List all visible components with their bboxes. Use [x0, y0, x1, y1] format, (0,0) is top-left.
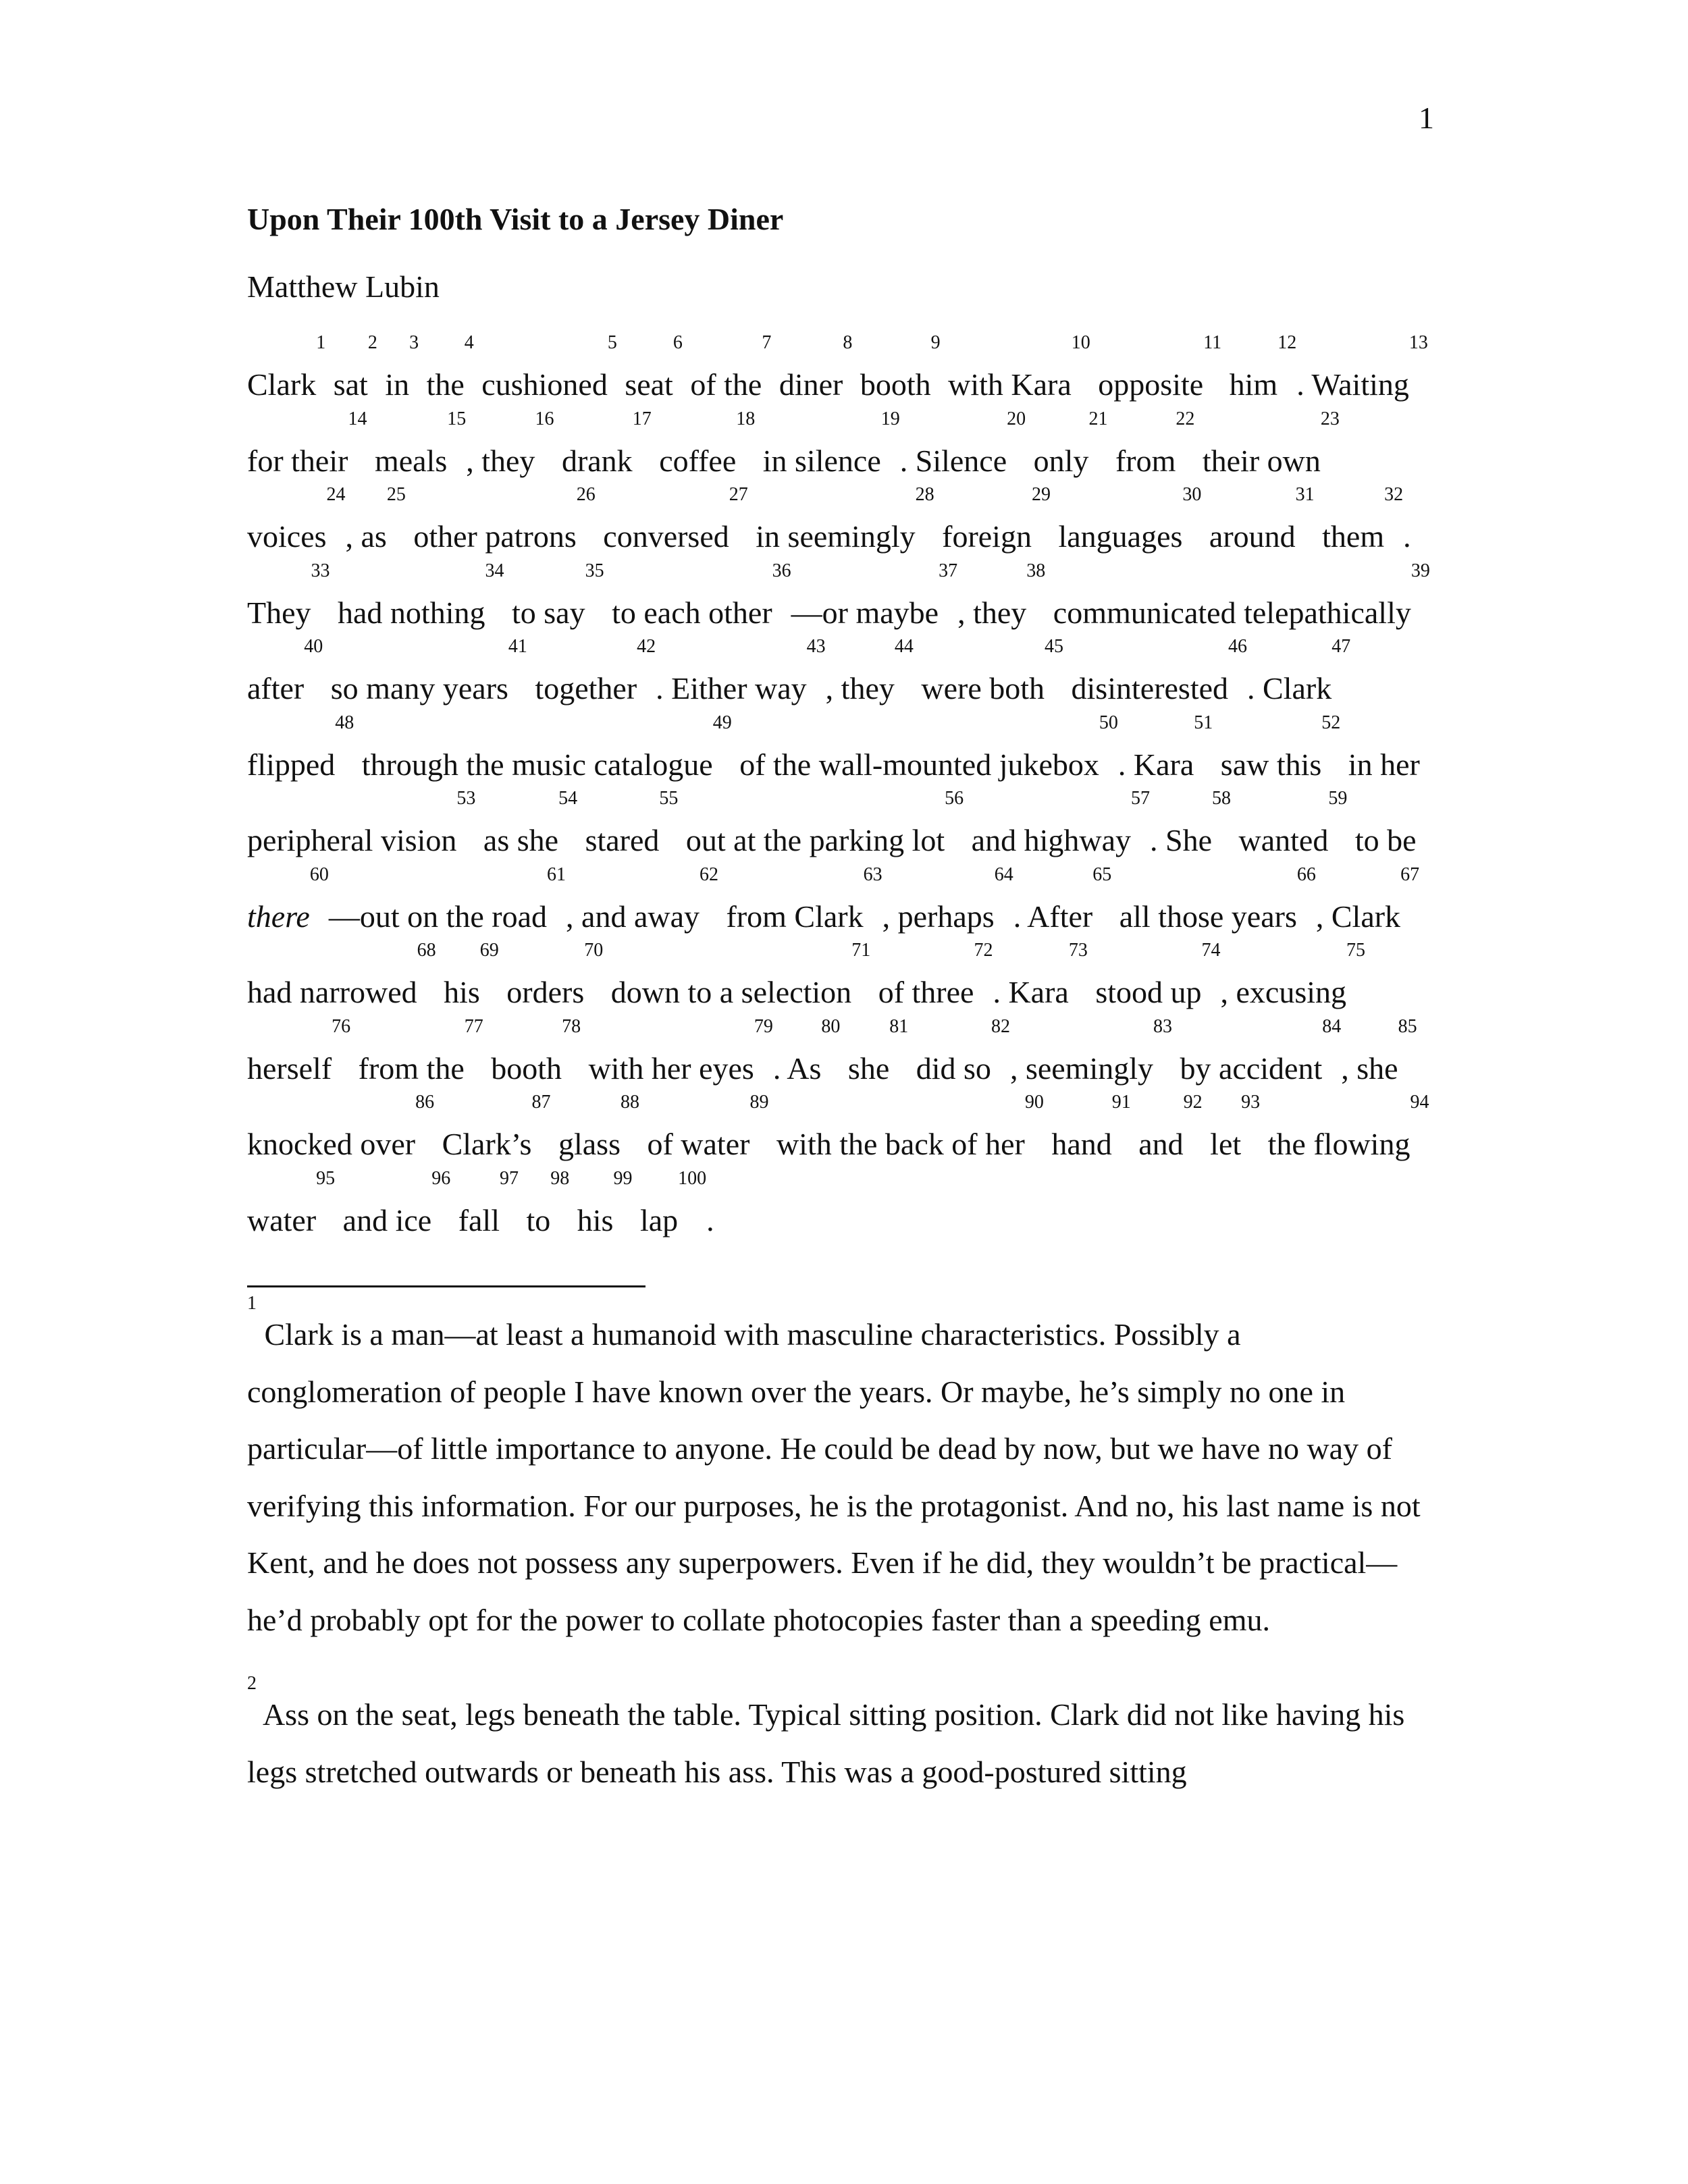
story-text-segment: opposite — [1090, 367, 1204, 402]
footnote-ref: 40 — [304, 636, 323, 657]
footnote-ref: 79 — [754, 1015, 773, 1037]
footnote-ref: 20 — [1007, 408, 1026, 429]
footnote-ref: 16 — [535, 408, 554, 429]
story-text-segment: herself — [247, 1050, 332, 1086]
story-text-segment: to say — [504, 595, 585, 630]
story-text-segment: from the — [350, 1050, 465, 1086]
story-text-segment: , as — [345, 519, 387, 554]
footnote-ref: 87 — [531, 1092, 551, 1113]
footnote — [247, 1673, 1441, 1801]
footnote-ref: 4 — [464, 332, 474, 353]
story-text-segment: knocked over — [247, 1127, 416, 1161]
story-text-segment: with her eyes — [581, 1050, 754, 1086]
footnote-ref: 26 — [576, 484, 596, 505]
footnote-ref: 75 — [1346, 940, 1366, 961]
footnote-ref: 92 — [1183, 1092, 1203, 1113]
footnote-ref: 94 — [1410, 1092, 1429, 1113]
story-text-segment: did so — [908, 1050, 991, 1086]
story-text-segment: to each other — [604, 595, 772, 630]
story-text-segment: . They — [247, 519, 1411, 630]
footnote-ref: 17 — [632, 408, 652, 429]
story-text-segment: of three — [870, 975, 974, 1009]
footnote-ref: 6 — [672, 332, 683, 353]
story-text-segment: —out on the road — [328, 899, 548, 934]
story-text-segment: from Clark — [718, 899, 864, 934]
footnote-ref: 14 — [348, 408, 367, 429]
story-text-segment: in seemingly — [747, 519, 916, 554]
footnote-ref: 37 — [939, 560, 958, 581]
footnote-ref: 71 — [851, 940, 871, 961]
footnote-ref: 38 — [1026, 560, 1046, 581]
story-text-segment: hand — [1043, 1127, 1112, 1161]
footnote-ref: 97 — [499, 1167, 519, 1189]
footnote-ref: 30 — [1182, 484, 1202, 505]
story-text-segment: after — [247, 671, 305, 705]
footnote-marker: 2 — [247, 1673, 257, 1694]
footnote-ref: 69 — [479, 940, 499, 961]
story-text-segment: —or maybe — [791, 595, 939, 630]
story-text-segment: had narrowed — [247, 975, 417, 1009]
story-text-segment: saw this — [1213, 747, 1322, 782]
document-body — [247, 196, 1441, 1801]
footnote-ref: 18 — [736, 408, 756, 429]
story-text-segment: with Kara — [940, 367, 1072, 402]
story-text-segment: languages — [1050, 519, 1183, 554]
story-text-segment: of water — [639, 1127, 750, 1161]
story-text-segment: down to a selection — [603, 975, 852, 1009]
footnote-ref: 54 — [558, 788, 578, 809]
story-text-segment: all those years — [1111, 899, 1297, 934]
footnote-ref: 81 — [889, 1015, 909, 1037]
story-text-segment: . Either way — [656, 671, 807, 705]
story-text-segment: his — [569, 1202, 614, 1237]
story-text-segment: their own — [1194, 443, 1321, 478]
footnote-ref: 3 — [409, 332, 419, 353]
story-text-segment: and — [1130, 1127, 1184, 1161]
footnote-ref: 55 — [659, 788, 679, 809]
footnote-ref: 23 — [1320, 408, 1340, 429]
footnote-ref: 85 — [1398, 1015, 1417, 1037]
footnote-ref: 19 — [880, 408, 900, 429]
story-text-segment: meals — [367, 443, 448, 478]
footnote-ref: 44 — [894, 636, 914, 657]
footnote-ref: 93 — [1241, 1092, 1261, 1113]
story-text-segment: , she — [1341, 1050, 1398, 1086]
footnote-ref: 34 — [485, 560, 504, 581]
story-text-segment: seat — [616, 367, 673, 402]
footnote-ref: 99 — [613, 1167, 633, 1189]
footnote-ref: 76 — [332, 1015, 351, 1037]
footnote-ref: 98 — [550, 1167, 570, 1189]
footnote-ref: 52 — [1321, 712, 1341, 733]
story-text-segment: only — [1026, 443, 1089, 478]
footnote-ref: 56 — [945, 788, 964, 809]
story-text-segment: together — [527, 671, 637, 705]
footnote-ref: 100 — [678, 1167, 707, 1189]
footnote-ref: 83 — [1153, 1015, 1173, 1037]
footnote-ref: 64 — [994, 863, 1013, 885]
footnote-ref: 88 — [620, 1092, 639, 1113]
footnote-ref: 60 — [309, 863, 329, 885]
footnote-ref: 70 — [584, 940, 604, 961]
story-paragraph — [247, 332, 1441, 1258]
story-text-segment: through the music catalogue — [354, 747, 713, 782]
footnote-ref: 77 — [464, 1015, 483, 1037]
story-text-segment: orders — [498, 975, 585, 1009]
footnote-ref: 43 — [806, 636, 826, 657]
footnote-ref: 33 — [311, 560, 330, 581]
footnote-ref: 59 — [1328, 788, 1348, 809]
story-text-segment: , they — [466, 443, 535, 478]
footnote-ref: 57 — [1131, 788, 1151, 809]
story-title: Upon Their 100th Visit to a Jersey Diner — [247, 202, 784, 236]
footnote-ref: 45 — [1045, 636, 1064, 657]
footnotes-section — [247, 1293, 1441, 1801]
story-text-segment: . Kara — [1117, 747, 1194, 782]
footnote-ref: 58 — [1212, 788, 1232, 809]
footnote-ref: 5 — [607, 332, 617, 353]
footnote-ref: 10 — [1071, 332, 1090, 353]
footnote — [247, 1293, 1441, 1649]
story-text-segment: other patrons — [405, 519, 577, 554]
footnote-ref: 27 — [729, 484, 748, 505]
story-text-segment: to — [518, 1202, 551, 1237]
story-text-segment: of the — [682, 367, 762, 402]
footnote-text: Ass on the seat, legs beneath the table. Typical sitting position. Clark did not like having his legs stretched outwards or beneath his ass. This was a good-postured sitting — [247, 1697, 1405, 1789]
footnote-ref: 7 — [762, 332, 772, 353]
story-text-segment: from — [1107, 443, 1176, 478]
story-text-segment: stared — [577, 823, 660, 857]
footnote-ref: 12 — [1277, 332, 1297, 353]
footnote-ref: 84 — [1322, 1015, 1342, 1037]
story-text-segment: of the wall-mounted jukebox — [731, 747, 1099, 782]
footnote-ref: 61 — [547, 863, 566, 885]
story-text-segment: in — [377, 367, 410, 402]
footnote-ref: 21 — [1088, 408, 1108, 429]
footnote-ref: 25 — [386, 484, 406, 505]
footnote-separator — [247, 1285, 645, 1287]
story-text-segment: to be — [1347, 823, 1417, 857]
footnote-ref: 48 — [335, 712, 354, 733]
story-text-segment: . She — [1150, 823, 1213, 857]
story-text-segment: , Clark — [1315, 899, 1401, 934]
author-name: Matthew Lubin — [247, 269, 440, 304]
story-text-segment: . As — [772, 1050, 822, 1086]
story-text-segment: the flowing — [1260, 1127, 1410, 1161]
story-text-segment: . Clark — [1247, 671, 1332, 705]
footnote-ref: 65 — [1092, 863, 1112, 885]
footnote-ref: 29 — [1031, 484, 1051, 505]
footnote-ref: 36 — [772, 560, 791, 581]
story-text-segment: were both — [913, 671, 1045, 705]
story-text-segment: in silence — [755, 443, 881, 478]
footnote-ref: 50 — [1099, 712, 1118, 733]
story-text-segment: foreign — [934, 519, 1032, 554]
footnote-ref: 31 — [1295, 484, 1315, 505]
footnote-ref: 24 — [326, 484, 346, 505]
footnote-ref: 72 — [974, 940, 993, 961]
story-text-segment: . Waiting — [1296, 367, 1409, 402]
footnote-ref: 28 — [915, 484, 934, 505]
footnote-marker: 1 — [247, 1293, 257, 1314]
story-text-segment: . Kara — [993, 975, 1069, 1009]
story-text-segment: the — [419, 367, 465, 402]
story-text-segment: she — [840, 1050, 890, 1086]
footnote-ref: 89 — [749, 1092, 769, 1113]
footnote-ref: 90 — [1024, 1092, 1044, 1113]
story-text-segment: in her peripheral vision — [247, 747, 1420, 857]
footnote-ref: 11 — [1203, 332, 1222, 353]
story-text-segment: cushioned — [473, 367, 608, 402]
footnote-ref: 13 — [1408, 332, 1428, 353]
story-text-segment: fall — [450, 1202, 500, 1237]
story-text-segment: with the back of her — [768, 1127, 1025, 1161]
footnote-ref: 39 — [1410, 560, 1430, 581]
story-text-segment: by accident — [1172, 1050, 1323, 1086]
story-text-segment: booth — [852, 367, 931, 402]
story-text-segment: , they — [825, 671, 895, 705]
story-text-segment: water — [247, 1202, 317, 1237]
story-text-segment: flipped — [247, 747, 336, 782]
story-text-segment: there — [247, 899, 310, 934]
footnote-ref: 35 — [585, 560, 604, 581]
footnote-ref: 8 — [843, 332, 853, 353]
footnote-ref: 68 — [417, 940, 436, 961]
story-text-segment: for their — [247, 443, 348, 478]
story-text-segment: and ice — [335, 1202, 432, 1237]
footnote-ref: 41 — [508, 636, 527, 657]
story-text-segment: them — [1314, 519, 1385, 554]
story-text-segment: stood up — [1087, 975, 1202, 1009]
footnote-text: Clark is a man—at least a humanoid with masculine characteristics. Possibly a conglomeration of people I have known over the years. Or maybe, he’s simply no one in particular—of little importance to anyone. He could be dead by now, but we have no way of verifying this information. For our purposes, he is the protagonist. And no, his last name is not Kent, and he does not possess any superpowers. Even if he did, they wouldn’t be practical—he’d probably opt for the power to collate photocopies faster than a speeding emu. — [247, 1317, 1421, 1637]
story-text-segment: glass — [550, 1127, 621, 1161]
story-text-segment: and highway — [964, 823, 1132, 857]
story-text-segment: , and away — [566, 899, 700, 934]
footnote-ref: 66 — [1296, 863, 1316, 885]
story-text-segment: let — [1202, 1127, 1242, 1161]
footnote-ref: 53 — [456, 788, 476, 809]
story-text-segment: booth — [483, 1050, 562, 1086]
footnote-ref: 22 — [1176, 408, 1195, 429]
footnote-ref: 95 — [316, 1167, 336, 1189]
footnote-ref: 67 — [1400, 863, 1420, 885]
footnote-ref: 42 — [637, 636, 656, 657]
footnote-ref: 49 — [712, 712, 732, 733]
footnote-ref: 62 — [700, 863, 719, 885]
story-text-segment: around — [1201, 519, 1296, 554]
footnote-ref: 46 — [1228, 636, 1248, 657]
story-text-segment: sat — [325, 367, 368, 402]
story-text-segment: , seemingly — [1009, 1050, 1154, 1086]
story-text-segment: . Silence — [899, 443, 1007, 478]
footnote-ref: 73 — [1068, 940, 1088, 961]
footnote-ref: 15 — [447, 408, 467, 429]
story-text-segment: Clark — [247, 367, 317, 402]
footnote-ref: 78 — [562, 1015, 581, 1037]
footnote-ref: 96 — [431, 1167, 451, 1189]
footnote-ref: 91 — [1111, 1092, 1131, 1113]
page-number: 1 — [1419, 101, 1434, 135]
story-text-segment: his — [436, 975, 480, 1009]
story-text-segment: , they — [957, 595, 1027, 630]
story-text-segment: as she — [475, 823, 559, 857]
footnote-ref: 47 — [1331, 636, 1351, 657]
footnote-ref: 51 — [1194, 712, 1213, 733]
footnote-ref: 74 — [1201, 940, 1221, 961]
story-text-segment: . — [706, 1202, 714, 1237]
story-text-segment: out at the parking lot — [678, 823, 945, 857]
story-text-segment: voices — [247, 519, 327, 554]
footnote-ref: 86 — [415, 1092, 435, 1113]
footnote-ref: 63 — [863, 863, 882, 885]
story-text-segment: so many years — [323, 671, 508, 705]
footnote-ref: 82 — [991, 1015, 1010, 1037]
story-text-segment: communicated telepathically — [1045, 595, 1411, 630]
story-text-segment: him — [1221, 367, 1278, 402]
footnote-ref: 9 — [930, 332, 941, 353]
story-text-segment: drank — [554, 443, 633, 478]
story-text-segment: had nothing — [329, 595, 485, 630]
footnote-ref: 1 — [316, 332, 326, 353]
story-text-segment: coffee — [651, 443, 737, 478]
story-text-segment: disinterested — [1063, 671, 1229, 705]
story-text-segment: lap — [632, 1202, 679, 1237]
footnote-ref: 32 — [1384, 484, 1404, 505]
story-text-segment: conversed — [595, 519, 729, 554]
story-text-segment: Clark’s — [434, 1127, 532, 1161]
footnote-ref: 2 — [367, 332, 377, 353]
story-text-segment: , perhaps — [882, 899, 995, 934]
story-text-segment: diner — [771, 367, 843, 402]
story-text-segment: . After — [1013, 899, 1093, 934]
story-text-segment: , excusing — [1220, 975, 1347, 1009]
footnote-ref: 80 — [821, 1015, 841, 1037]
story-text-segment: wanted — [1231, 823, 1329, 857]
